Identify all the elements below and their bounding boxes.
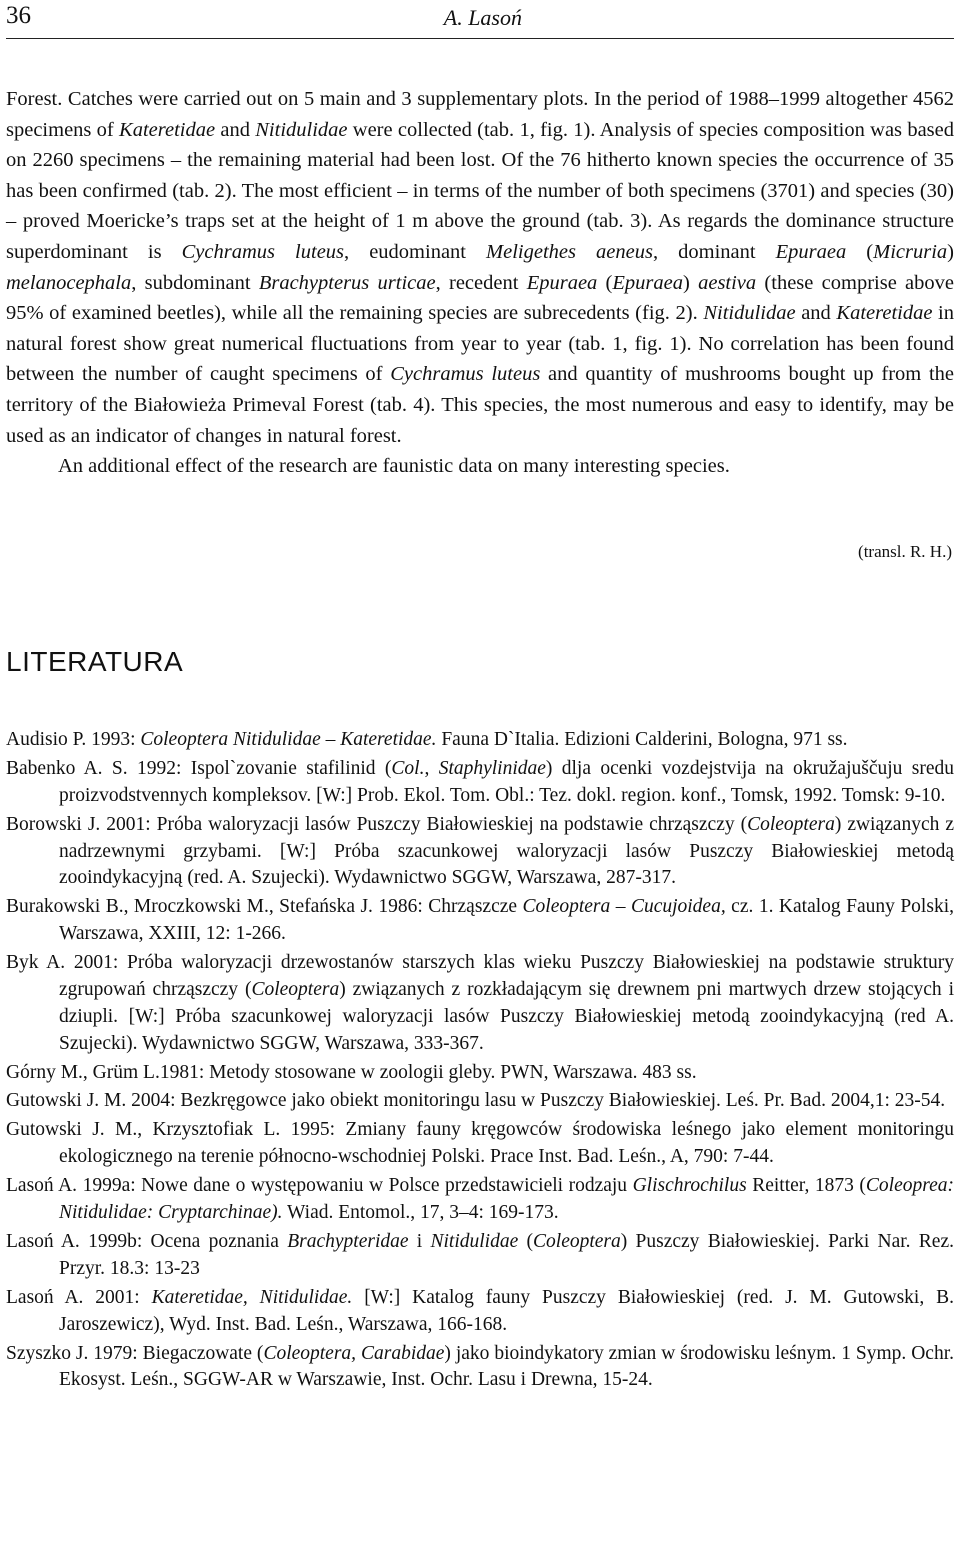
italic-term: Coleoptera, Carabidae — [263, 1342, 445, 1364]
text-run: , subdominant — [131, 271, 259, 294]
text-run: Fauna D`Italia. Edizioni Calderini, Bologna, 971 ss. — [436, 729, 848, 750]
text-run: Audisio P. 1993: — [6, 729, 141, 750]
italic-term: Kateretidae — [119, 118, 216, 141]
italic-term: Coleoprea: Nitidulidae: Cryptarchinae). — [59, 1175, 954, 1224]
reference-entry — [6, 727, 954, 754]
text-run: (these comprise above 95% of examined beetles), while all the remaining species are subrecedents (fig. 2). — [6, 271, 955, 325]
text-run: i — [408, 1231, 431, 1253]
text-run: Burakowski B., Mroczkowski M., Stefańska J. 1986: Chrząszcze — [6, 896, 523, 918]
reference-entry — [6, 812, 954, 892]
text-run: and quantity of mushrooms bought up from the territory of the Białowieża Primeval Forest (tab. 4). This species, the most numerous and easy to identify, may be used as an indicator of changes in natural forest. — [6, 363, 954, 447]
text-run: , dominant — [652, 240, 776, 263]
text-run: ) Puszczy Białowieskiej. Parki Nar. Rez. Przyr. 18.3: 13-23 — [59, 1231, 954, 1279]
reference-entry — [6, 1117, 954, 1171]
translator-note: (transl. R. H.) — [858, 542, 952, 561]
italic-term: melanocephala — [6, 271, 132, 294]
text-run: Lasoń A. 2001: — [6, 1286, 152, 1308]
reference-entry — [6, 950, 954, 1057]
text-run: and — [795, 302, 837, 325]
italic-term: Staphylinidae — [438, 757, 546, 779]
text-run: , — [424, 757, 439, 779]
italic-term: Nitidulidae — [703, 302, 796, 325]
text-run: ) — [947, 240, 954, 263]
italic-term: Glischrochilus — [632, 1175, 747, 1197]
italic-term: Kateretidae — [836, 302, 933, 325]
text-run: ( — [846, 240, 874, 263]
text-run: ) — [683, 271, 699, 294]
italic-term: aestiva — [698, 271, 757, 294]
italic-term: Coleoptera – Cucujoidea, — [522, 896, 726, 918]
text-run: [W:] Katalog fauny Puszczy Białowieskiej (red. J. M. Gutowski, B. Jaroszewicz), Wyd. Inst. Bad. Leśn., Warszawa, 166-168. — [59, 1286, 954, 1335]
reference-entry — [6, 1060, 954, 1087]
summary-paragraph — [6, 84, 954, 451]
italic-term: Cychramus luteus — [181, 240, 345, 263]
summary-paragraph-additional: An additional effect of the research are faunistic data on many interesting species. — [58, 455, 730, 478]
italic-term: Meligethes aeneus — [486, 240, 653, 263]
text-run: Borowski J. 2001: Próba waloryzacji lasów Puszczy Białowieskiej na podstawie chrząszczy ( — [6, 813, 748, 835]
italic-term: Coleoptera — [533, 1231, 621, 1253]
italic-term: Nitidulidae — [255, 118, 348, 141]
text-run: Byk A. 2001: Próba waloryzacji drzewostanów starszych klas wieku Puszczy Białowieskiej na podstawie struktury zgrupowań chrząszczy ( — [6, 952, 954, 1000]
text-run: Gutowski J. M. 2004: Bezkręgowce jako obiekt monitoringu lasu w Puszczy Białowieskiej. Leś. Pr. Bad. 2004,1: 23-54. — [6, 1090, 946, 1112]
text-run: Szyszko J. 1979: Biegaczowate ( — [6, 1342, 264, 1364]
italic-term: Coleoptera — [747, 813, 835, 835]
text-run: Lasoń A. 1999b: Ocena poznania — [6, 1231, 288, 1253]
summary-section — [6, 84, 954, 482]
italic-term: Coleoptera Nitidulidae – Kateretidae. — [140, 729, 437, 750]
italic-term: Epuraea — [526, 271, 598, 294]
reference-list — [6, 727, 954, 1396]
italic-term: Coleoptera — [251, 978, 340, 1000]
italic-term: Cychramus luteus — [390, 363, 541, 386]
text-run: Babenko A. S. 1992: Ispol`zovanie stafilinid ( — [6, 757, 392, 779]
reference-entry — [6, 756, 954, 810]
reference-entry — [6, 1088, 954, 1115]
text-run: ( — [518, 1231, 534, 1253]
italic-term: Nitidulidae — [430, 1231, 519, 1253]
text-run: ) dlja ocenki vozdejstvija na okružajuščuju sredu proizvodstvennych kompleksov. [W:] Prob. Ekol. Tom. Obl.: Tez. dokl. region. konf., Tomsk, 1992. Tomsk: 9-10. — [59, 757, 954, 806]
text-run: Reitter, 1873 ( — [746, 1175, 866, 1197]
text-run: Wiad. Entomol., 17, 3–4: 169-173. — [282, 1202, 559, 1224]
reference-entry — [6, 1285, 954, 1339]
text-run: Górny M., Grüm L.1981: Metody stosowane w zoologii gleby. PWN, Warszawa. 483 ss. — [6, 1061, 697, 1083]
reference-entry — [6, 1341, 954, 1395]
text-run: ) związanych z nadrzewnymi grzybami. [W:] Próba szacunkowej waloryzacji lasów Puszczy Białowieskiej metodą zooindykacyjną (red. A. Szujecki). Wydawnictwo SGGW, Warszawa, 287-317. — [59, 813, 954, 889]
text-run: ) jako bioindykatory zmian w środowisku leśnym. 1 Symp. Ochr. Ekosyst. Leśn., SGGW-AR w Warszawie, Inst. Ochr. Lasu i Drewna, 15-24. — [59, 1342, 954, 1391]
text-run: , recedent — [435, 271, 527, 294]
literature-heading: LITERATURA — [6, 646, 184, 677]
text-run: Lasoń A. 1999a: Nowe dane o występowaniu w Polsce przedstawicieli rodzaju — [6, 1175, 633, 1197]
text-run: Gutowski J. M., Krzysztofiak L. 1995: Zmiany fauny kręgowców środowiska leśnego jako element monitoringu ekologicznego na terenie północno-wschodniej Polski. Prace Inst. Bad. Leśn., A, 790: 7-44. — [6, 1119, 954, 1168]
text-run: were collected (tab. 1, fig. 1). Analysis of species composition was based on 2260 specimens – the remaining material had been lost. Of the 76 hitherto known species the occurrence of 35 has been confirmed (tab. 2). The most efficient – in terms of the number of both specimens (3701) and species (30) – proved Moericke’s traps set at the height of 1 m above the ground (tab. 3). As regards the dominance structure superdominant is — [6, 118, 954, 263]
text-run: ) związanych z rozkładającym się drewnem pni martwych drzew stojących i dziupli. [W:] Próba szacunkowej waloryzacji lasów Puszczy Białowieskiej metodą zooindykacyjną (red A. Szujecki). Wydawnictwo SGGW, Warszawa, 333-367. — [59, 978, 954, 1054]
italic-term: Brachypterus urticae — [258, 271, 436, 294]
italic-term: Kateretidae, Nitidulidae. — [151, 1286, 353, 1308]
text-run: and — [215, 118, 256, 141]
text-run: ( — [597, 271, 613, 294]
text-run: cz. 1. Katalog Fauny Polski, Warszawa, XXIII, 12: 1-266. — [59, 896, 954, 945]
italic-term: Epuraea — [612, 271, 683, 294]
italic-term: Micruria — [873, 240, 948, 263]
running-header — [6, 0, 954, 39]
italic-term: Brachypteridae — [287, 1231, 409, 1253]
text-run: in natural forest show great numerical fluctuations from year to year (tab. 1, fig. 1). No correlation has been found between the number of caught specimens of — [6, 302, 955, 386]
text-run: , eudominant — [344, 240, 487, 263]
italic-term: Epuraea — [775, 240, 847, 263]
reference-entry — [6, 1229, 954, 1283]
running-head-author: A. Lasoń — [443, 5, 522, 30]
page-number: 36 — [6, 2, 31, 29]
reference-entry — [6, 1173, 954, 1227]
reference-entry — [6, 894, 954, 948]
text-run: Forest. Catches were carried out on 5 main and 3 supplementary plots. In the period of 1988–1999 altogether 4562 specimens of — [6, 88, 954, 141]
italic-term: Col. — [391, 757, 425, 779]
